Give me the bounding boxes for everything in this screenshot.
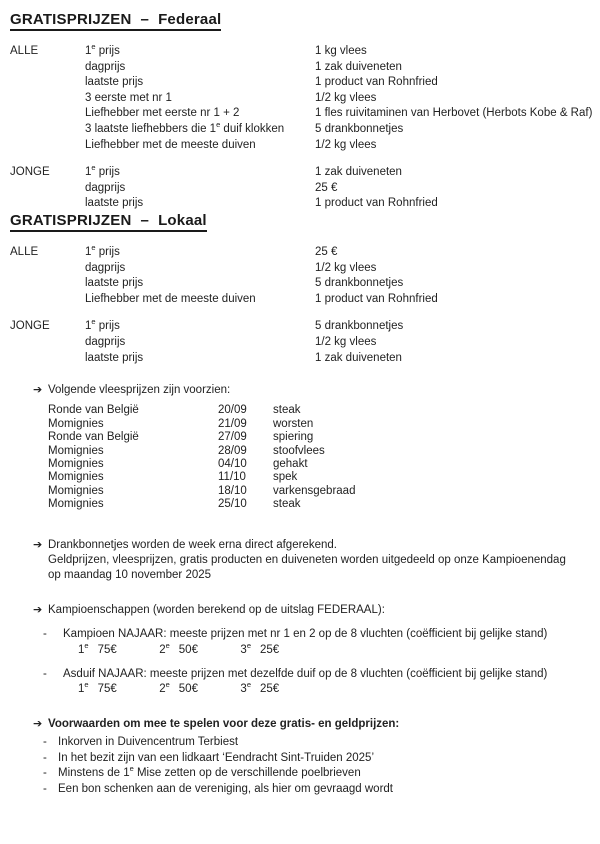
prize-label: Liefhebber met de meeste duiven <box>85 292 256 305</box>
dash-bullet: - <box>43 628 47 641</box>
payout-note-line3: op maandag 10 november 2025 <box>48 568 212 581</box>
meat-row <box>48 418 596 431</box>
payout-note-text <box>48 538 566 584</box>
prize-value: 5 drankbonnetjes <box>315 122 404 135</box>
prize-value: 1 zak duiveneten <box>315 166 402 179</box>
meat-row <box>48 431 596 444</box>
prize-section <box>10 11 596 212</box>
prize-label: 3 laatste liefhebbers die 1e duif klokken <box>85 120 285 135</box>
prize-row <box>85 60 596 76</box>
prize-rows <box>85 319 596 366</box>
prize-row <box>85 196 596 212</box>
meat-item: gehakt <box>273 457 308 470</box>
prize-amount: 1e 75€ <box>78 640 117 656</box>
arrow-icon: ➔ <box>33 717 43 730</box>
prize-amount: 2e 50€ <box>159 680 198 696</box>
meat-row <box>48 471 596 484</box>
dash-bullet: - <box>43 767 47 780</box>
prize-value: 1/2 kg vlees <box>315 335 377 348</box>
arrow-icon: ➔ <box>33 604 43 617</box>
prize-label: laatste prijs <box>85 197 144 210</box>
section-title-dash: – <box>140 11 150 28</box>
meat-prices-intro-text: Volgende vleesprijzen zijn voorzien: <box>48 384 231 397</box>
meat-race: Momignies <box>48 457 104 470</box>
prize-value: 1 product van Rohnfried <box>315 292 438 305</box>
meat-race: Ronde van België <box>48 431 139 444</box>
meat-prices-block <box>10 383 596 511</box>
group-name: JONGE <box>10 320 50 333</box>
prize-rows <box>85 165 596 212</box>
meat-row <box>48 498 596 511</box>
meat-date: 18/10 <box>218 484 247 497</box>
section-title-region: Federaal <box>158 11 222 28</box>
meat-row <box>48 445 596 458</box>
section-title-wrap <box>10 11 596 31</box>
prize-value: 1/2 kg vlees <box>315 91 377 104</box>
condition-text: Minstens de 1e Mise zetten op de verschillende poelbrieven <box>58 764 361 780</box>
prize-value: 1/2 kg vlees <box>315 138 377 151</box>
prize-label: laatste prijs <box>85 76 144 89</box>
prize-value: 1 zak duiveneten <box>315 351 402 364</box>
championship-text: Asduif NAJAAR: meeste prijzen met dezelfde duif op de 8 vluchten (coëfficient bij gelijke stand) <box>63 668 548 681</box>
prize-group <box>10 245 596 307</box>
prize-label: Liefhebber met eerste nr 1 + 2 <box>85 107 240 120</box>
prize-label: 1e prijs <box>85 317 120 333</box>
championship-prizes <box>78 640 596 659</box>
meat-item: steak <box>273 404 301 417</box>
meat-item: steak <box>273 498 301 511</box>
prize-group <box>10 44 596 153</box>
prize-value: 1 product van Rohnfried <box>315 76 438 89</box>
condition-item <box>43 751 596 767</box>
prize-row <box>85 319 596 335</box>
meat-item: varkensgebraad <box>273 484 356 497</box>
arrow-icon: ➔ <box>33 384 43 397</box>
meat-date: 28/09 <box>218 444 247 457</box>
meat-date: 20/09 <box>218 404 247 417</box>
meat-race: Momignies <box>48 484 104 497</box>
prize-label: Liefhebber met de meeste duiven <box>85 138 256 151</box>
prize-section <box>10 212 596 366</box>
dash-bullet: - <box>43 782 47 795</box>
championships-heading-text: Kampioenschappen (worden berekend op de uitslag FEDERAAL): <box>48 604 385 617</box>
section-title-main: GRATISPRIJZEN <box>10 211 132 229</box>
meat-item: stoofvlees <box>273 444 325 457</box>
meat-row <box>48 404 596 417</box>
prize-label: 1e prijs <box>85 42 120 57</box>
prize-label: 1e prijs <box>85 163 120 179</box>
section-title <box>10 11 221 31</box>
prize-label: dagprijs <box>85 335 126 348</box>
prize-label: 1e prijs <box>85 243 120 258</box>
prize-row <box>85 245 596 261</box>
meat-item: worsten <box>273 417 314 430</box>
dash-bullet: - <box>43 735 47 748</box>
prize-value: 1 product van Rohnfried <box>315 197 438 210</box>
prize-row <box>85 91 596 107</box>
condition-item <box>43 782 596 798</box>
prize-group <box>10 165 596 212</box>
meat-table <box>48 404 596 511</box>
prize-row <box>85 122 596 138</box>
dash-bullet: - <box>43 668 47 681</box>
prize-value: 25 € <box>315 245 338 258</box>
prize-amount: 1e 75€ <box>78 680 117 696</box>
meat-date: 21/09 <box>218 417 247 430</box>
meat-race: Momignies <box>48 498 104 511</box>
prize-value: 1 kg vlees <box>315 45 367 57</box>
meat-item: spek <box>273 471 298 484</box>
meat-item: spiering <box>273 431 314 444</box>
prize-value: 1 zak duiveneten <box>315 60 402 73</box>
condition-item <box>43 735 596 751</box>
prize-value: 1 fles ruivitaminen van Herbovet (Herbots Kobe & Raf) <box>315 107 593 120</box>
meat-row <box>48 458 596 471</box>
prize-row <box>85 261 596 277</box>
prize-row <box>85 335 596 351</box>
meat-prices-intro <box>33 383 596 398</box>
arrow-icon: ➔ <box>33 538 43 551</box>
prize-value: 1/2 kg vlees <box>315 261 377 274</box>
prize-row <box>85 44 596 60</box>
payout-note-line2: Geldprijzen, vleesprijzen, gratis producten en duiveneten worden uitgedeeld op onze Kampioenendag <box>48 553 566 566</box>
championship-item <box>10 667 596 698</box>
prize-row <box>85 165 596 181</box>
prize-rows <box>85 245 596 307</box>
prize-value: 25 € <box>315 181 338 194</box>
condition-item <box>43 766 596 782</box>
prize-label: laatste prijs <box>85 351 144 364</box>
payout-note-line1: Drankbonnetjes worden de week erna direct afgerekend. <box>48 538 337 551</box>
prize-value: 5 drankbonnetjes <box>315 277 404 290</box>
section-title <box>10 212 207 232</box>
conditions-heading-text: Voorwaarden om mee te spelen voor deze gratis- en geldprijzen: <box>48 717 400 730</box>
prize-row <box>85 351 596 367</box>
prize-row <box>85 181 596 197</box>
section-title-region: Lokaal <box>158 211 207 229</box>
prize-value: 5 drankbonnetjes <box>315 320 404 333</box>
conditions-list <box>10 735 596 797</box>
meat-date: 27/09 <box>218 431 247 444</box>
prize-row <box>85 138 596 154</box>
meat-race: Momignies <box>48 471 104 484</box>
group-name: ALLE <box>10 245 39 258</box>
prize-label: dagprijs <box>85 261 126 274</box>
prize-amount: 3e 25€ <box>240 680 280 696</box>
meat-date: 25/10 <box>218 498 247 511</box>
prize-row <box>85 75 596 91</box>
conditions-heading <box>33 717 596 732</box>
meat-row <box>48 485 596 498</box>
championship-prizes <box>78 682 596 698</box>
meat-date: 04/10 <box>218 457 247 470</box>
championships-heading <box>33 603 596 618</box>
prize-rows <box>85 44 596 153</box>
prize-group <box>10 319 596 366</box>
section-title-main: GRATISPRIJZEN <box>10 11 132 28</box>
championship-text: Kampioen NAJAAR: meeste prijzen met nr 1 en 2 op de 8 vluchten (coëfficient bij gelijke stand) <box>63 628 548 641</box>
prize-label: laatste prijs <box>85 277 144 290</box>
meat-race: Ronde van België <box>48 404 139 417</box>
condition-text: Een bon schenken aan de vereniging, als hier om gevraagd wordt <box>58 782 393 795</box>
prize-row <box>85 292 596 308</box>
prize-label: 3 eerste met nr 1 <box>85 91 172 104</box>
section-title-dash: – <box>140 211 150 229</box>
meat-race: Momignies <box>48 417 104 430</box>
prize-row <box>85 276 596 292</box>
section-title-wrap <box>10 212 596 232</box>
prize-row <box>85 106 596 122</box>
dash-bullet: - <box>43 751 47 764</box>
group-name: ALLE <box>10 45 39 57</box>
meat-race: Momignies <box>48 444 104 457</box>
prize-label: dagprijs <box>85 60 126 73</box>
prize-amount: 2e 50€ <box>159 640 198 656</box>
meat-date: 11/10 <box>218 471 246 484</box>
payout-note <box>33 538 596 584</box>
prize-label: dagprijs <box>85 181 126 194</box>
condition-text: Inkorven in Duivencentrum Terbiest <box>58 735 239 748</box>
championship-item <box>10 627 596 658</box>
group-name: JONGE <box>10 166 50 179</box>
condition-text: In het bezit zijn van een lidkaart ‘Eendracht Sint-Truiden 2025’ <box>58 751 375 764</box>
prize-amount: 3e 25€ <box>240 640 280 656</box>
